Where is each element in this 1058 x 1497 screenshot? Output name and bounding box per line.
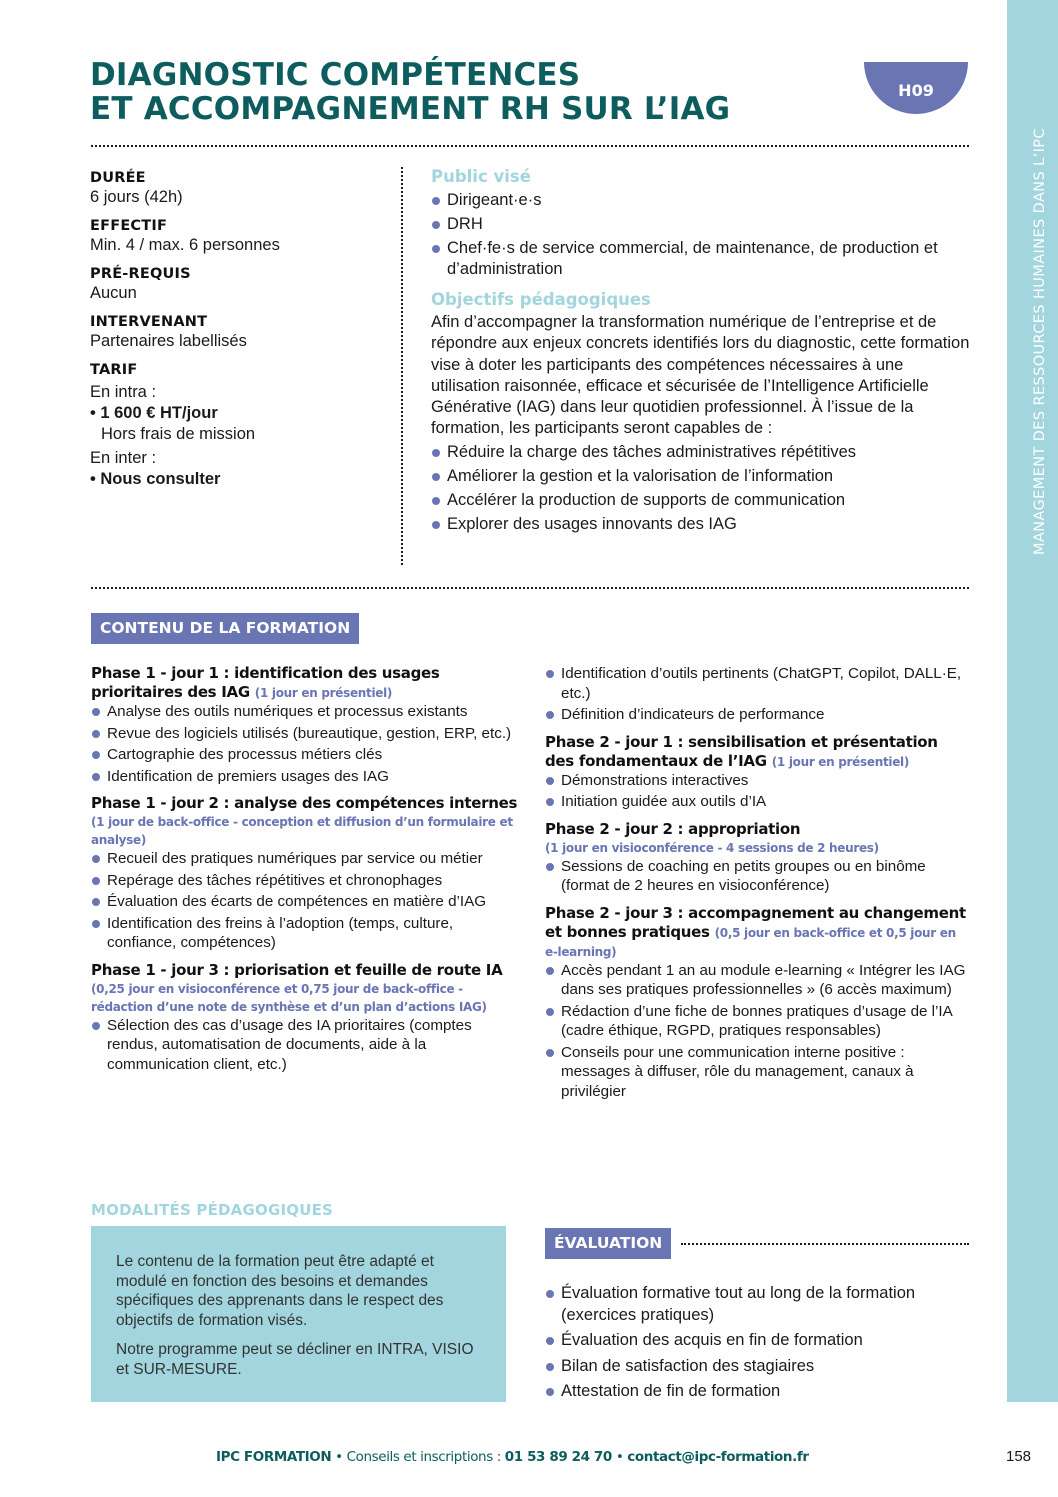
list-item: Évaluation formative tout au long de la formation (exercices pratiques) — [545, 1283, 965, 1326]
modalites-paragraph: Le contenu de la formation peut être adapté et modulé en fonction des besoins et demandes spécifiques des apprenants dans le respect des objectifs de formation visés. — [116, 1253, 444, 1329]
intervenant-value: Partenaires labellisés — [90, 332, 247, 350]
tarif-intra-price: • 1 600 € HT/jour — [90, 404, 218, 422]
list-item: Accélérer la production de supports de communication — [431, 490, 971, 511]
side-band-label: MANAGEMENT DES RESSOURCES HUMAINES DANS L’IPC — [1032, 128, 1048, 555]
effectif-value: Min. 4 / max. 6 personnes — [90, 236, 280, 254]
public-heading: Public visé — [431, 167, 531, 186]
phase-items — [91, 702, 523, 786]
list-item: Réduire la charge des tâches administratives répétitives — [431, 442, 971, 463]
list-item: Revue des logiciels utilisés (bureautique, gestion, ERP, etc.) — [91, 724, 523, 744]
phase-note: (1 jour de back-office - conception et diffusion d’un formulaire et analyse) — [91, 815, 513, 847]
info-tarif — [90, 362, 390, 490]
evaluation-items — [545, 1283, 965, 1403]
footer-separator: • — [611, 1449, 628, 1465]
info-effectif — [90, 218, 390, 256]
course-code-badge: H09 — [864, 62, 968, 114]
list-item: Identification de premiers usages des IAG — [91, 767, 523, 787]
phase-note: (1 jour en visioconférence - 4 sessions de 2 heures) — [545, 840, 879, 855]
list-item: Améliorer la gestion et la valorisation de l’information — [431, 466, 971, 487]
footer-phone[interactable]: 01 53 89 24 70 — [504, 1449, 612, 1465]
footer — [216, 1449, 809, 1465]
divider-middle — [91, 587, 969, 589]
objectifs-intro: Afin d’accompagner la transformation numérique de l’entreprise et de répondre aux enjeux concrets identifiés lors du diagnostic, cette formation vise à doter les participants des compétences nécessaires à une utilisation raisonnée, efficace et sécurisée de l’Intelligence Artificielle Générative (IAG) dans leur quotidien professionnel. À l’issue de la formation, les participants seront capables de : — [431, 313, 970, 438]
phase-block-continued — [545, 664, 970, 725]
info-column — [90, 170, 390, 500]
phase-block — [545, 820, 970, 896]
info-intervenant — [90, 314, 390, 352]
phase-block — [91, 961, 523, 1075]
phase-title: Phase 2 - jour 3 : accompagnement au changement et bonnes pratiques (0,5 jour en back-office et 0,5 jour en e-learning) — [545, 903, 966, 959]
tarif-inter-label: En inter : — [90, 449, 157, 467]
info-prerequis — [90, 266, 390, 304]
page-title — [90, 58, 850, 126]
footer-brand: IPC FORMATION — [216, 1449, 332, 1465]
list-item: Sélection des cas d’usage des IA prioritaires (comptes rendus, automatisation de documents, aide à la communication client, etc.) — [91, 1016, 523, 1075]
tarif-intra-label: En intra : — [90, 383, 157, 401]
title-line-2: ET ACCOMPAGNEMENT RH SUR L’IAG — [90, 91, 731, 127]
evaluation-heading: ÉVALUATION — [545, 1228, 671, 1259]
phase-items — [545, 857, 970, 896]
phase-note: (1 jour en présentiel) — [254, 686, 393, 700]
list-item: Identification des freins à l’adoption (temps, culture, confiance, compétences) — [91, 914, 523, 953]
objectifs-heading: Objectifs pédagogiques — [431, 290, 651, 309]
phase-block — [91, 664, 523, 786]
phase-title: Phase 2 - jour 2 : appropriation — [545, 819, 801, 838]
evaluation-list — [545, 1283, 965, 1407]
title-line-1: DIAGNOSTIC COMPÉTENCES — [90, 57, 581, 93]
list-item: Sessions de coaching en petits groupes ou en binôme (format de 2 heures en visioconférence) — [545, 857, 970, 896]
prerequis-value: Aucun — [90, 284, 137, 302]
list-item: Identification d’outils pertinents (ChatGPT, Copilot, DALL·E, etc.) — [545, 664, 970, 703]
objectifs-list — [431, 442, 971, 535]
divider-top — [91, 145, 969, 147]
contenu-right-column — [545, 664, 970, 1109]
phase-items — [545, 961, 970, 1102]
footer-separator: • — [331, 1449, 347, 1465]
list-item: Démonstrations interactives — [545, 771, 970, 791]
list-item: Rédaction d’une fiche de bonnes pratiques d’usage de l’IA (cadre éthique, RGPD, pratiques responsables) — [545, 1002, 970, 1041]
list-item: DRH — [431, 214, 971, 235]
list-item: Évaluation des acquis en fin de formation — [545, 1330, 965, 1352]
tarif-label: TARIF — [90, 362, 138, 378]
list-item: Définition d’indicateurs de performance — [545, 705, 970, 725]
list-item: Attestation de fin de formation — [545, 1381, 965, 1403]
list-item: Cartographie des processus métiers clés — [91, 745, 523, 765]
phase-title: Phase 2 - jour 1 : sensibilisation et présentation des fondamentaux de l’IAG (1 jour en présentiel) — [545, 732, 938, 770]
list-item: Recueil des pratiques numériques par service ou métier — [91, 849, 523, 869]
contenu-heading: CONTENU DE LA FORMATION — [91, 613, 359, 644]
list-item: Évaluation des écarts de compétences en matière d’IAG — [91, 892, 523, 912]
prerequis-label: PRÉ-REQUIS — [90, 266, 191, 282]
footer-email-link[interactable]: contact@ipc-formation.fr — [627, 1449, 809, 1465]
right-column — [431, 167, 971, 538]
phase-note: (1 jour en présentiel) — [771, 754, 910, 769]
phase-items — [545, 771, 970, 812]
tarif-inter-value: • Nous consulter — [90, 470, 221, 488]
modalites-heading: MODALITÉS PÉDAGOGIQUES — [91, 1201, 334, 1219]
evaluation-divider — [681, 1243, 969, 1245]
phase-block — [545, 904, 970, 1102]
tarif-intra-note: Hors frais de mission — [101, 425, 256, 443]
duree-label: DURÉE — [90, 170, 146, 186]
list-item: Explorer des usages innovants des IAG — [431, 514, 971, 535]
phase-title: Phase 1 - jour 1 : identification des usages prioritaires des IAG (1 jour en présentiel) — [91, 664, 440, 701]
phase-block — [91, 794, 523, 953]
list-item: Chef·fe·s de service commercial, de maintenance, de production et d’administration — [431, 238, 971, 280]
divider-vertical — [401, 167, 403, 565]
page-number: 158 — [1006, 1448, 1032, 1465]
list-item: Conseils pour une communication interne positive : messages à diffuser, rôle du management, canaux à privilégier — [545, 1043, 970, 1102]
effectif-label: EFFECTIF — [90, 218, 168, 234]
intervenant-label: INTERVENANT — [90, 314, 208, 330]
modalites-paragraph: Notre programme peut se décliner en INTRA, VISIO et SUR-MESURE. — [116, 1341, 474, 1378]
list-item: Repérage des tâches répétitives et chronophages — [91, 871, 523, 891]
phase-items — [91, 849, 523, 953]
phase-title: Phase 1 - jour 2 : analyse des compétences internes — [91, 794, 518, 812]
contenu-left-column — [91, 664, 523, 1082]
phase-items — [91, 1016, 523, 1075]
list-item: Analyse des outils numériques et processus existants — [91, 702, 523, 722]
list-item: Initiation guidée aux outils d’IA — [545, 792, 970, 812]
phase-items — [545, 664, 970, 725]
list-item: Bilan de satisfaction des stagiaires — [545, 1356, 965, 1378]
public-list — [431, 190, 971, 280]
phase-note: (0,5 jour en back-office et 0,5 jour en e-learning) — [545, 925, 956, 959]
phase-block — [545, 733, 970, 812]
modalites-box — [91, 1226, 506, 1402]
list-item: Accès pendant 1 an au module e-learning « Intégrer les IAG dans ses pratiques professionnelles » (6 accès maximum) — [545, 961, 970, 1000]
info-duree — [90, 170, 390, 208]
list-item: Dirigeant·e·s — [431, 190, 971, 211]
phase-title: Phase 1 - jour 3 : priorisation et feuille de route IA — [91, 960, 503, 979]
footer-text: Conseils et inscriptions : — [346, 1449, 505, 1465]
duree-value: 6 jours (42h) — [90, 188, 183, 206]
phase-note: (0,25 jour en visioconférence et 0,75 jour de back-office - rédaction d’une note de synthèse et d’un plan d’actions IAG) — [91, 981, 487, 1014]
